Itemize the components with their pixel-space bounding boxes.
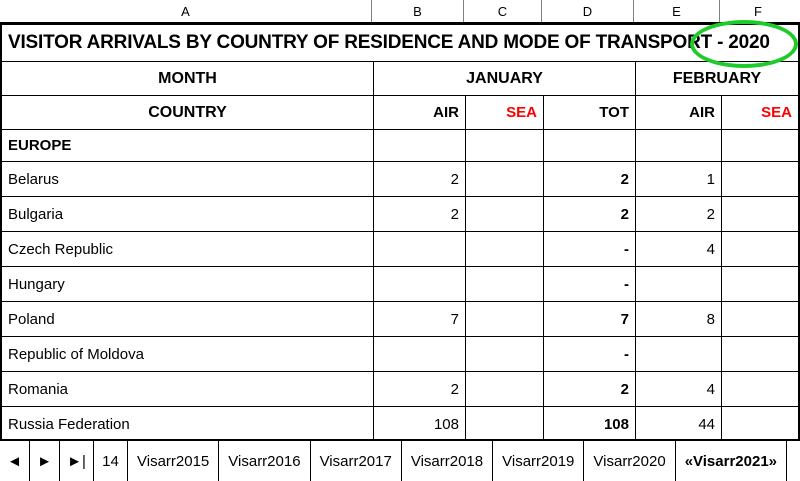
title-row xyxy=(2,25,798,62)
cell-feb-sea[interactable] xyxy=(722,162,798,196)
cell-jan-sea[interactable] xyxy=(466,162,544,196)
cell-jan-sea[interactable] xyxy=(466,372,544,406)
cell-jan-air[interactable]: 108 xyxy=(374,407,466,442)
prev-sheet-button[interactable]: ◄ xyxy=(0,441,30,481)
cell-country[interactable]: Russia Federation xyxy=(2,407,374,442)
cell-jan-tot[interactable]: - xyxy=(544,267,636,301)
cell-jan-tot[interactable]: 2 xyxy=(544,162,636,196)
cell-country[interactable]: Czech Republic xyxy=(2,232,374,266)
cell-jan-air[interactable]: 2 xyxy=(374,197,466,231)
section-blank-e[interactable] xyxy=(636,130,722,161)
feb-sea-header[interactable]: SEA xyxy=(761,104,792,121)
cell-feb-sea[interactable] xyxy=(722,407,798,442)
section-label[interactable]: EUROPE xyxy=(2,130,374,161)
sheet-tab-visarr2017[interactable]: Visarr2017 xyxy=(311,441,402,481)
cell-jan-air[interactable]: 7 xyxy=(374,302,466,336)
cell-country[interactable]: Hungary xyxy=(2,267,374,301)
cell-feb-air[interactable]: 4 xyxy=(636,372,722,406)
cell-jan-tot[interactable]: 7 xyxy=(544,302,636,336)
jan-sea-header[interactable]: SEA xyxy=(466,96,544,129)
table-row xyxy=(2,407,798,442)
cell-jan-air[interactable]: 2 xyxy=(374,162,466,196)
column-header-row xyxy=(0,0,800,23)
report-title[interactable]: VISITOR ARRIVALS BY COUNTRY OF RESIDENCE AND MODE OF TRANSPORT - 2020 xyxy=(8,32,770,53)
cell-jan-sea[interactable] xyxy=(466,232,544,266)
cell-jan-sea[interactable] xyxy=(466,337,544,371)
cell-jan-air[interactable]: 2 xyxy=(374,372,466,406)
cell-feb-sea[interactable] xyxy=(722,197,798,231)
cell-jan-air[interactable] xyxy=(374,337,466,371)
section-blank-b[interactable] xyxy=(374,130,466,161)
cell-country[interactable]: Poland xyxy=(2,302,374,336)
cell-feb-air[interactable] xyxy=(636,267,722,301)
cell-feb-air[interactable]: 4 xyxy=(636,232,722,266)
month-january[interactable]: JANUARY xyxy=(374,62,636,95)
column-header-a[interactable]: A xyxy=(0,0,372,22)
cell-feb-air[interactable] xyxy=(636,337,722,371)
cell-jan-sea[interactable] xyxy=(466,407,544,442)
sheet-tab-bar xyxy=(0,439,800,481)
cell-jan-sea[interactable] xyxy=(466,197,544,231)
sheet-tab-visarr2015[interactable]: Visarr2015 xyxy=(128,441,219,481)
table-row xyxy=(2,372,798,407)
cell-jan-sea[interactable] xyxy=(466,302,544,336)
cell-feb-air[interactable]: 2 xyxy=(636,197,722,231)
cell-country[interactable]: Belarus xyxy=(2,162,374,196)
section-blank-d[interactable] xyxy=(544,130,636,161)
table-row xyxy=(2,162,798,197)
cell-feb-air[interactable]: 44 xyxy=(636,407,722,442)
section-blank-f[interactable] xyxy=(722,130,798,161)
jan-air-header[interactable]: AIR xyxy=(374,96,466,129)
cell-jan-tot[interactable]: - xyxy=(544,232,636,266)
section-row-europe xyxy=(2,130,798,162)
table-row xyxy=(2,232,798,267)
column-header-f[interactable]: F xyxy=(754,3,762,19)
jan-tot-header[interactable]: TOT xyxy=(544,96,636,129)
cell-feb-sea[interactable] xyxy=(722,302,798,336)
sheet-count: 14 xyxy=(94,441,128,481)
cell-feb-sea[interactable] xyxy=(722,372,798,406)
cell-feb-air[interactable]: 8 xyxy=(636,302,722,336)
cell-jan-tot[interactable]: - xyxy=(544,337,636,371)
month-label-cell[interactable]: MONTH xyxy=(2,62,374,95)
feb-air-header[interactable]: AIR xyxy=(636,96,722,129)
cell-jan-tot[interactable]: 2 xyxy=(544,372,636,406)
sheet-grid xyxy=(0,23,800,442)
month-february[interactable]: FEBRUARY xyxy=(672,69,762,87)
sheet-tab-visarr2020[interactable]: Visarr2020 xyxy=(584,441,675,481)
cell-feb-sea[interactable] xyxy=(722,267,798,301)
last-sheet-button[interactable]: ►| xyxy=(60,441,94,481)
sheet-tab-visarr2018[interactable]: Visarr2018 xyxy=(402,441,493,481)
column-header-e[interactable]: E xyxy=(634,0,720,22)
cell-jan-tot[interactable]: 108 xyxy=(544,407,636,442)
cell-country[interactable]: Bulgaria xyxy=(2,197,374,231)
table-row xyxy=(2,302,798,337)
column-header-c[interactable]: C xyxy=(464,0,542,22)
cell-country[interactable]: Romania xyxy=(2,372,374,406)
table-row xyxy=(2,197,798,232)
table-row xyxy=(2,337,798,372)
cell-feb-sea[interactable] xyxy=(722,232,798,266)
table-row xyxy=(2,267,798,302)
next-sheet-button[interactable]: ► xyxy=(30,441,60,481)
sheet-tab-visarr2016[interactable]: Visarr2016 xyxy=(219,441,310,481)
month-header-row xyxy=(2,62,798,96)
country-label-cell[interactable]: COUNTRY xyxy=(2,96,374,129)
section-blank-c[interactable] xyxy=(466,130,544,161)
column-header-b[interactable]: B xyxy=(372,0,464,22)
column-header-d[interactable]: D xyxy=(542,0,634,22)
mode-header-row xyxy=(2,96,798,130)
cell-jan-air[interactable] xyxy=(374,232,466,266)
sheet-tab-visarr2019[interactable]: Visarr2019 xyxy=(493,441,584,481)
cell-jan-tot[interactable]: 2 xyxy=(544,197,636,231)
cell-feb-air[interactable]: 1 xyxy=(636,162,722,196)
sheet-tab-visarr2021[interactable]: «Visarr2021» xyxy=(676,441,787,481)
cell-jan-sea[interactable] xyxy=(466,267,544,301)
cell-jan-air[interactable] xyxy=(374,267,466,301)
cell-feb-sea[interactable] xyxy=(722,337,798,371)
cell-country[interactable]: Republic of Moldova xyxy=(2,337,374,371)
